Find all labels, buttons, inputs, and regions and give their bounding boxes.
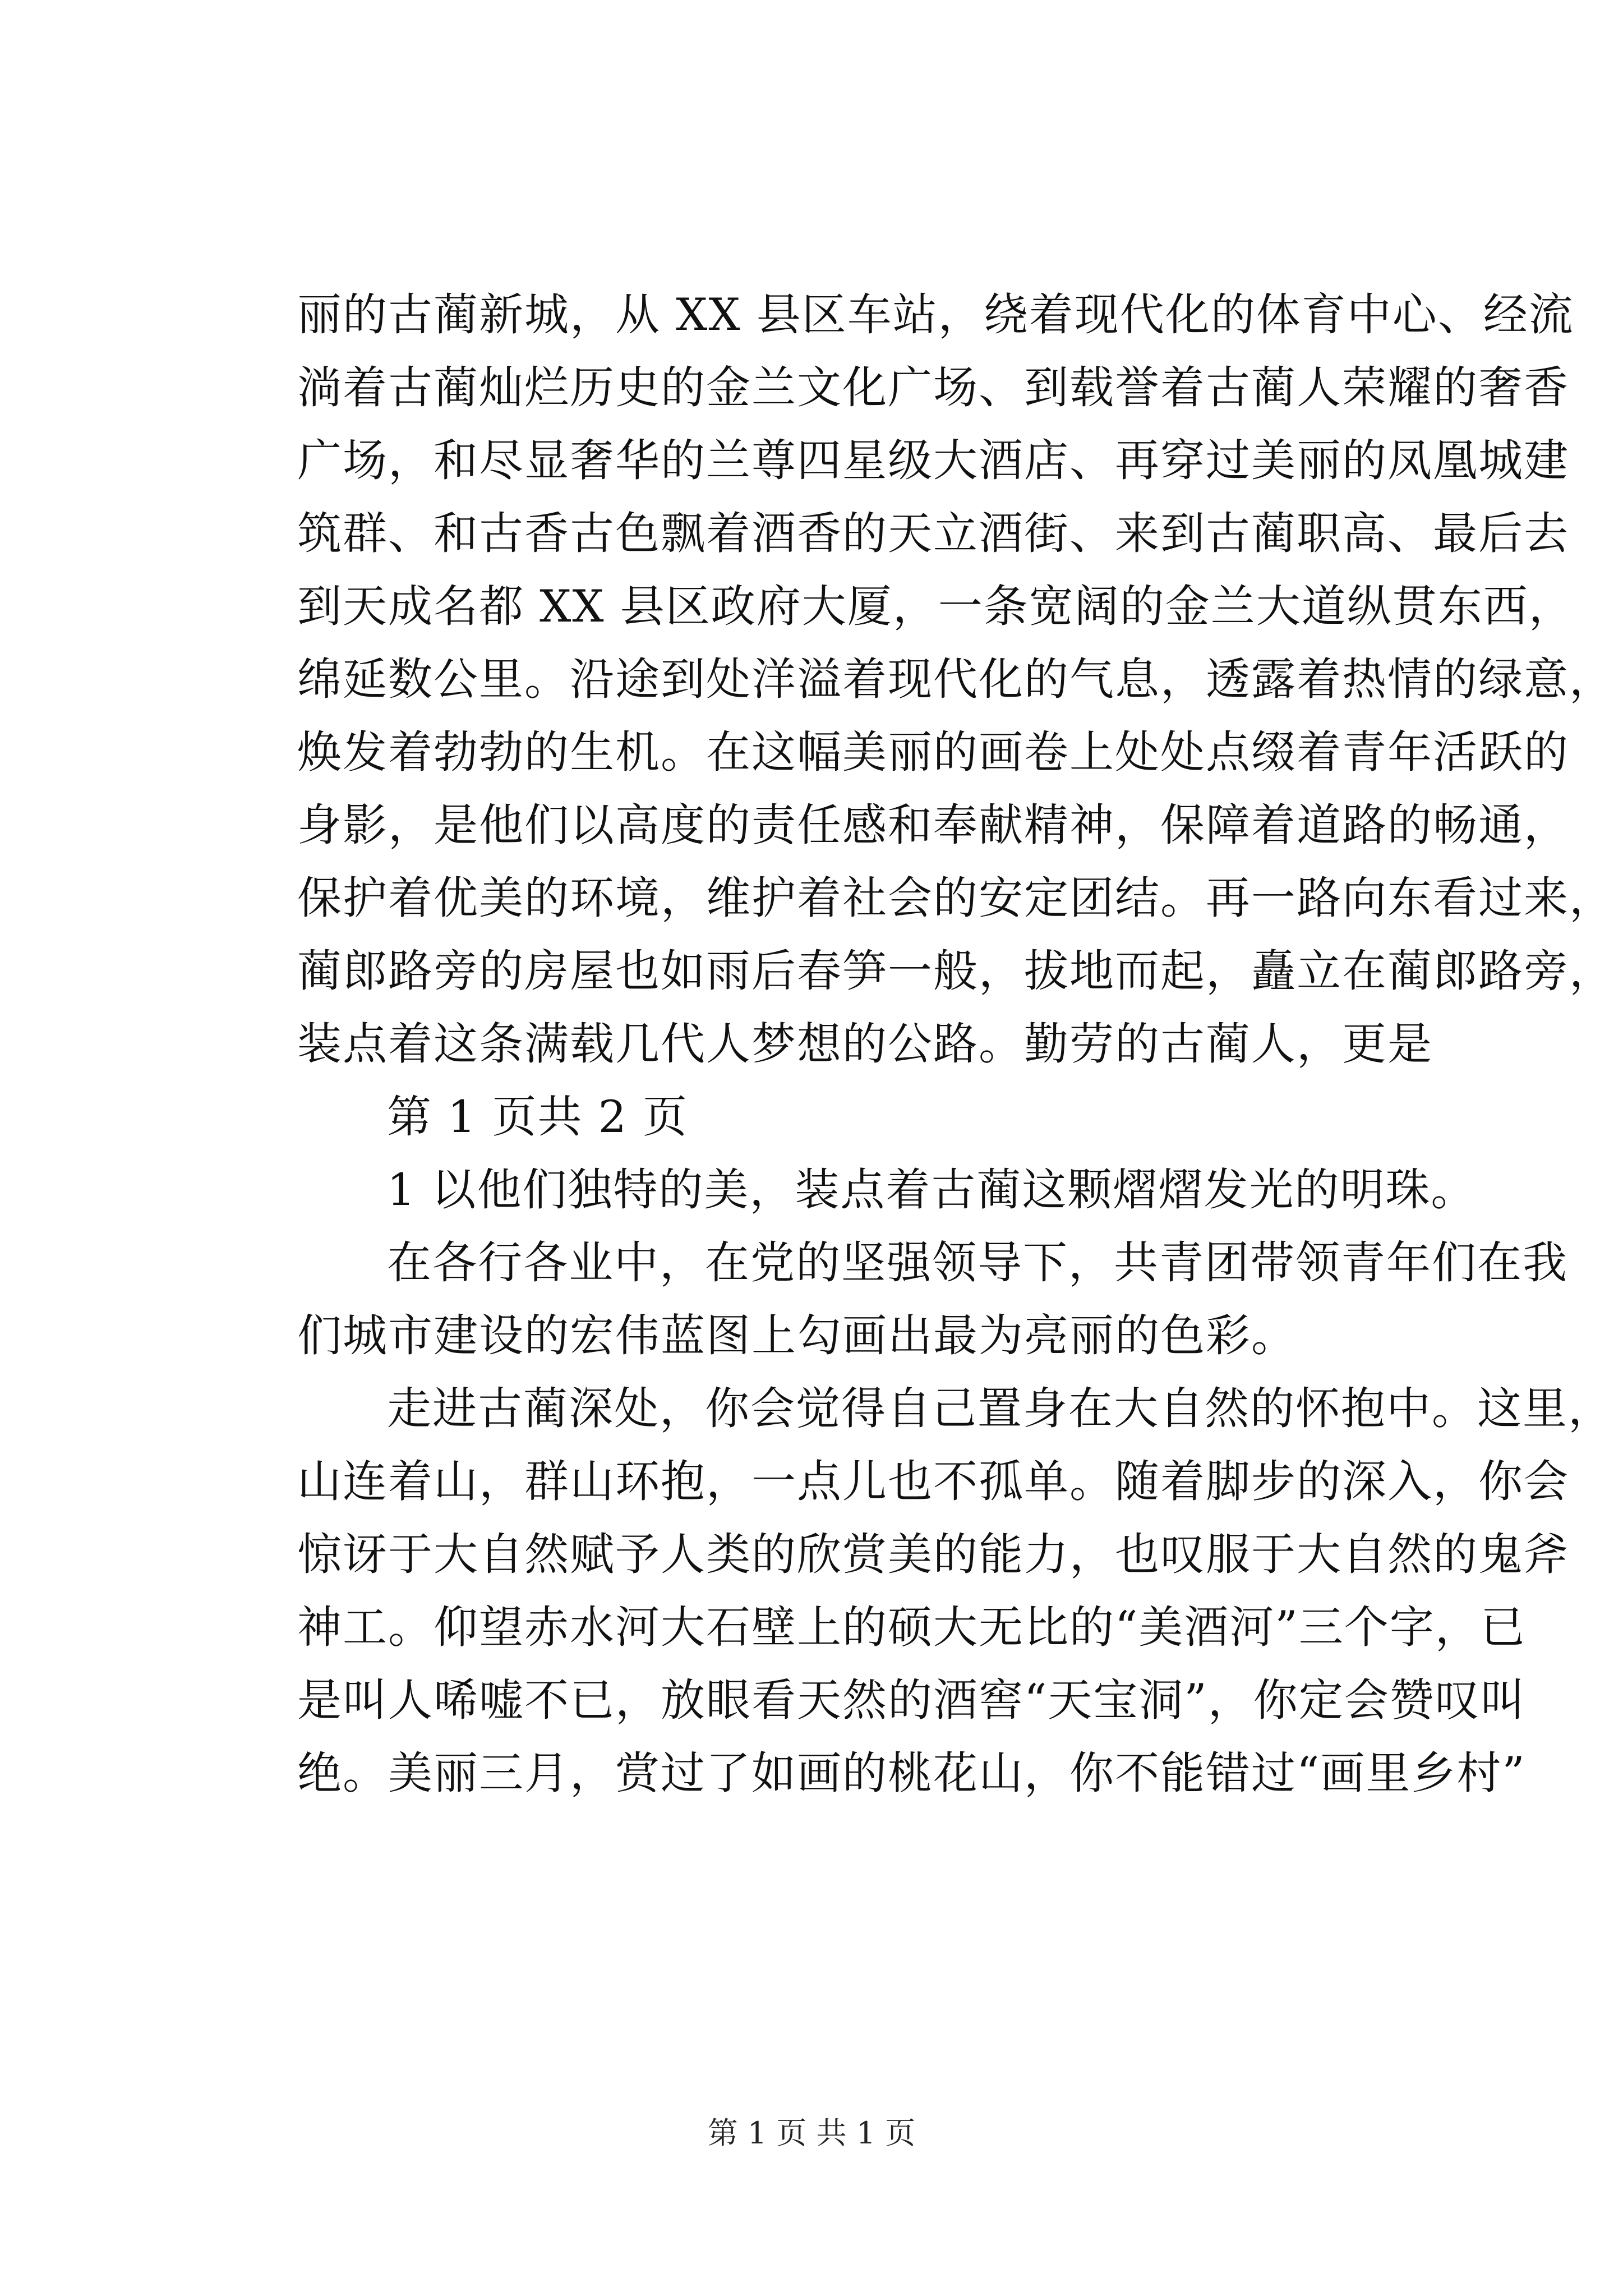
text-line: 淌着古蔺灿烂历史的金兰文化广场、到载誉着古蔺人荣耀的奢香 (297, 362, 1569, 413)
text-line: 保护着优美的环境，维护着社会的安定团结。再一路向东看过来， (297, 872, 1615, 924)
text-line: 焕发着勃勃的生机。在这幅美丽的画卷上处处点缀着青年活跃的 (297, 726, 1569, 778)
text-line: 绵延数公里。沿途到处洋溢着现代化的气息，透露着热情的绿意， (297, 654, 1615, 705)
paragraph-start: 在各行各业中，在党的坚强领导下，共青团带领青年们在我 (387, 1237, 1568, 1289)
inline-page-marker: 第 1 页共 2 页 (387, 1091, 688, 1143)
text-line: 装点着这条满载几代人梦想的公路。勤劳的古蔺人，更是 (297, 1018, 1433, 1070)
page-footer: 第 1 页 共 1 页 (707, 2115, 916, 2151)
text-line: 筑群、和古香古色飘着酒香的天立酒街、来到古蔺职高、最后去 (297, 508, 1569, 559)
text-line: 神工。仰望赤水河大石壁上的硕大无比的“美酒河”三个字，已 (297, 1602, 1526, 1653)
text-line: 身影，是他们以高度的责任感和奉献精神，保障着道路的畅通， (297, 799, 1569, 851)
text-line: 广场，和尽显奢华的兰尊四星级大酒店、再穿过美丽的凤凰城建 (297, 435, 1569, 486)
text-line: 1 以他们独特的美，装点着古蔺这颗熠熠发光的明珠。 (387, 1164, 1477, 1216)
paragraph-start: 走进古蔺深处，你会觉得自己置身在大自然的怀抱中。这里， (387, 1383, 1613, 1434)
text-line: 到天成名都 XX 县区政府大厦，一条宽阔的金兰大道纵贯东西， (297, 581, 1574, 632)
text-line: 是叫人唏嘘不已，放眼看天然的酒窖“天宝洞”，你定会赞叹叫 (297, 1674, 1526, 1726)
text-line: 绝。美丽三月，赏过了如画的桃花山，你不能错过“画里乡村” (297, 1747, 1526, 1799)
text-line: 惊讶于大自然赋予人类的欣赏美的能力，也叹服于大自然的鬼斧 (297, 1529, 1569, 1580)
body-text (297, 278, 1615, 1810)
text-line: 蔺郎路旁的房屋也如雨后春笋一般，拔地而起，矗立在蔺郎路旁， (297, 945, 1615, 997)
text-line: 们城市建设的宏伟蓝图上勾画出最为亮丽的色彩。 (297, 1310, 1297, 1361)
text-line: 山连着山，群山环抱，一点儿也不孤单。随着脚步的深入，你会 (297, 1456, 1569, 1507)
text-line: 丽的古蔺新城，从 XX 县区车站，绕着现代化的体育中心、经流 (297, 289, 1574, 341)
